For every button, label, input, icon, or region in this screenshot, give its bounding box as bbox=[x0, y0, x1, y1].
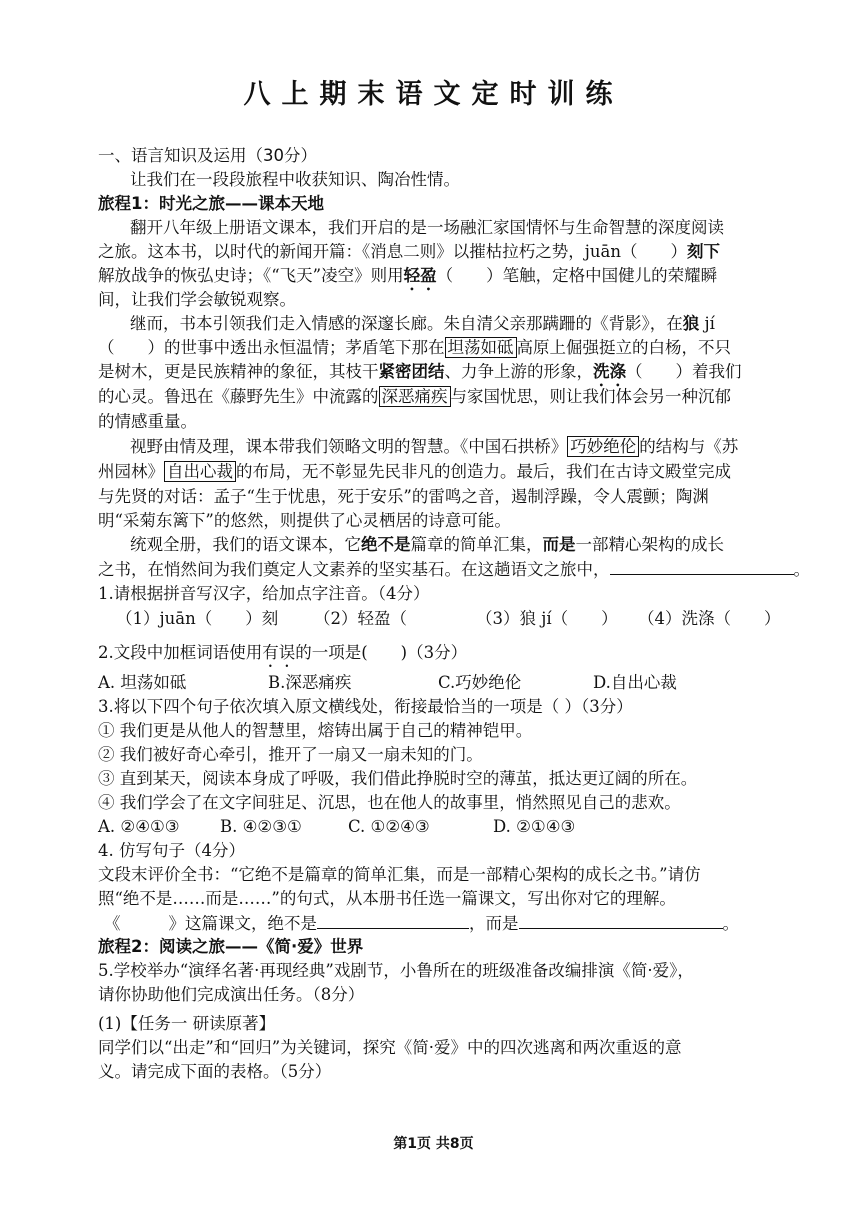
page-footer: 第1页 共8页 bbox=[393, 1136, 474, 1152]
q2-option-c[interactable]: C.巧妙绝伦 bbox=[438, 673, 522, 692]
para3-line3: 与先贤的对话：孟子“生于忧患，死于安乐”的雷鸣之音，遏制浮躁，令人震颤；陶渊 bbox=[98, 487, 709, 506]
q3-sentence-3: ③ 直到某天，阅读本身成了呼吸，我们借此挣脱时空的薄茧，抵达更辽阔的所在。 bbox=[98, 769, 698, 788]
journey1-heading: 旅程1：时光之旅——课本天地 bbox=[98, 194, 324, 213]
q3-sentence-2: ② 我们被好奇心牵引，推开了一扇又一扇未知的门。 bbox=[98, 745, 483, 764]
section-heading: 一、语言知识及运用（30分） bbox=[98, 146, 317, 165]
q2-option-a[interactable]: A. 坦荡如砥 bbox=[98, 673, 187, 692]
para3-line1: 视野由情及理，课本带我们领略文明的智慧。《中国石拱桥》 巧妙绝伦 的结构与《苏 bbox=[130, 437, 739, 456]
q1-item-4: （4）洗涤（ ） bbox=[638, 609, 781, 628]
para2-line4: 的心灵。鲁迅在《藤野先生》中流露的 深恶痛疾 与家国忧思，则让我们体会另一种沉郁 bbox=[98, 387, 731, 406]
q5-line4: 义。请完成下面的表格。（5分） bbox=[98, 1062, 332, 1081]
q3-option-a[interactable]: A. ②④①③ bbox=[98, 817, 180, 836]
intro-text: 让我们在一段段旅程中收获知识、陶冶性情。 bbox=[130, 170, 460, 189]
boxed-word: 坦荡如砥 bbox=[445, 337, 517, 358]
q1-stem: 1.请根据拼音写汉字，给加点字注音。（4分） bbox=[98, 584, 430, 603]
para2-line3: 是树木，更是民族精神的象征，其枝干紧密团结、力争上游的形象，洗涤（ ）着我们 bbox=[98, 362, 742, 381]
q3-sentence-1: ① 我们更是从他人的智慧里，熔铸出属于自己的精神铠甲。 bbox=[98, 721, 533, 740]
para2-line5: 的情感重量。 bbox=[98, 412, 197, 431]
q1-item-2: （2）轻盈（ bbox=[314, 609, 407, 628]
q4-fill-line: 《 》这篇课文，绝不是 ，而是 。 bbox=[104, 914, 739, 933]
q3-option-b[interactable]: B. ④②③① bbox=[220, 817, 302, 836]
q2-stem: 2.文段中加框词语使用有误的一项是( )（3分） bbox=[98, 643, 468, 662]
q3-option-d[interactable]: D. ②①④③ bbox=[493, 817, 576, 836]
para1-line2: 之旅。这本书，以时代的新闻开篇：《消息二则》以摧枯拉朽之势，juān（ ）刻下 bbox=[98, 242, 720, 261]
q4-stem: 4. 仿写句子（4分） bbox=[98, 841, 245, 860]
para3-line2: 州园林》 自出心裁 的布局，无不彰显先民非凡的创造力。最后，我们在古诗文殿堂完成 bbox=[98, 462, 731, 481]
answer-blank[interactable] bbox=[610, 558, 794, 575]
q5-task: (1)【任务一 研读原著】 bbox=[98, 1014, 276, 1033]
para3-line4: 明“采菊东篱下”的悠然，则提供了心灵栖居的诗意可能。 bbox=[98, 511, 511, 530]
answer-blank[interactable] bbox=[317, 912, 469, 929]
q2-option-d[interactable]: D.自出心裁 bbox=[593, 673, 677, 692]
boxed-word: 深恶痛疾 bbox=[379, 386, 451, 407]
q5-line3: 同学们以“出走”和“回归”为关键词，探究《简·爱》中的四次逃离和两次重返的意 bbox=[98, 1038, 682, 1057]
answer-blank[interactable] bbox=[519, 912, 723, 929]
q3-option-c[interactable]: C. ①②④③ bbox=[348, 817, 430, 836]
para1-line1: 翻开八年级上册语文课本，我们开启的是一场融汇家国情怀与生命智慧的深度阅读 bbox=[130, 218, 724, 237]
q3-stem: 3.将以下四个句子依次填入原文横线处，衔接最恰当的一项是（ ）（3分） bbox=[98, 697, 633, 716]
para2-line1: 继而，书本引领我们走入情感的深邃长廊。朱自清父亲那蹒跚的《背影》，在狼 jí bbox=[130, 314, 715, 333]
q4-line1: 文段末评价全书：“它绝不是篇章的简单汇集，而是一部精心架构的成长之书。”请仿 bbox=[98, 865, 701, 884]
q3-sentence-4: ④ 我们学会了在文字间驻足、沉思，也在他人的故事里，悄然照见自己的悲欢。 bbox=[98, 793, 681, 812]
q5-line1: 5.学校举办“演绎名著·再现经典”戏剧节，小鲁所在的班级准备改编排演《简·爱》， bbox=[98, 961, 694, 980]
para4-line2: 之书，在悄然间为我们奠定人文素养的坚实基石。在这趟语文之旅中， 。 bbox=[98, 560, 810, 579]
boxed-word: 自出心裁 bbox=[164, 461, 236, 482]
journey2-heading: 旅程2：阅读之旅——《简·爱》世界 bbox=[98, 937, 364, 956]
para1-line3: 解放战争的恢弘史诗；《“飞天”凌空》则用轻盈（ ）笔触，定格中国健儿的荣耀瞬 bbox=[98, 266, 718, 285]
page-title: 八上期末语文定时训练 bbox=[243, 79, 624, 110]
q1-item-3: （3）狼 jí（ ） bbox=[476, 609, 618, 628]
q2-option-b[interactable]: B.深恶痛疾 bbox=[268, 673, 352, 692]
para4-line1: 统观全册，我们的语文课本，它绝不是篇章的简单汇集，而是一部精心架构的成长 bbox=[130, 535, 724, 554]
para2-line2: （ ）的世事中透出永恒温情；茅盾笔下那在 坦荡如砥 高原上倔强挺立的白杨，不只 bbox=[98, 338, 731, 357]
q1-item-1: （1）juān（ ）刻 bbox=[116, 609, 279, 628]
q4-line2: 照“绝不是……而是……”的句式，从本册书任选一篇课文，写出你对它的理解。 bbox=[98, 889, 676, 908]
q5-line2: 请你协助他们完成演出任务。（8分） bbox=[98, 985, 365, 1004]
boxed-word: 巧妙绝伦 bbox=[567, 436, 639, 457]
para1-line4: 间，让我们学会敏锐观察。 bbox=[98, 290, 296, 309]
